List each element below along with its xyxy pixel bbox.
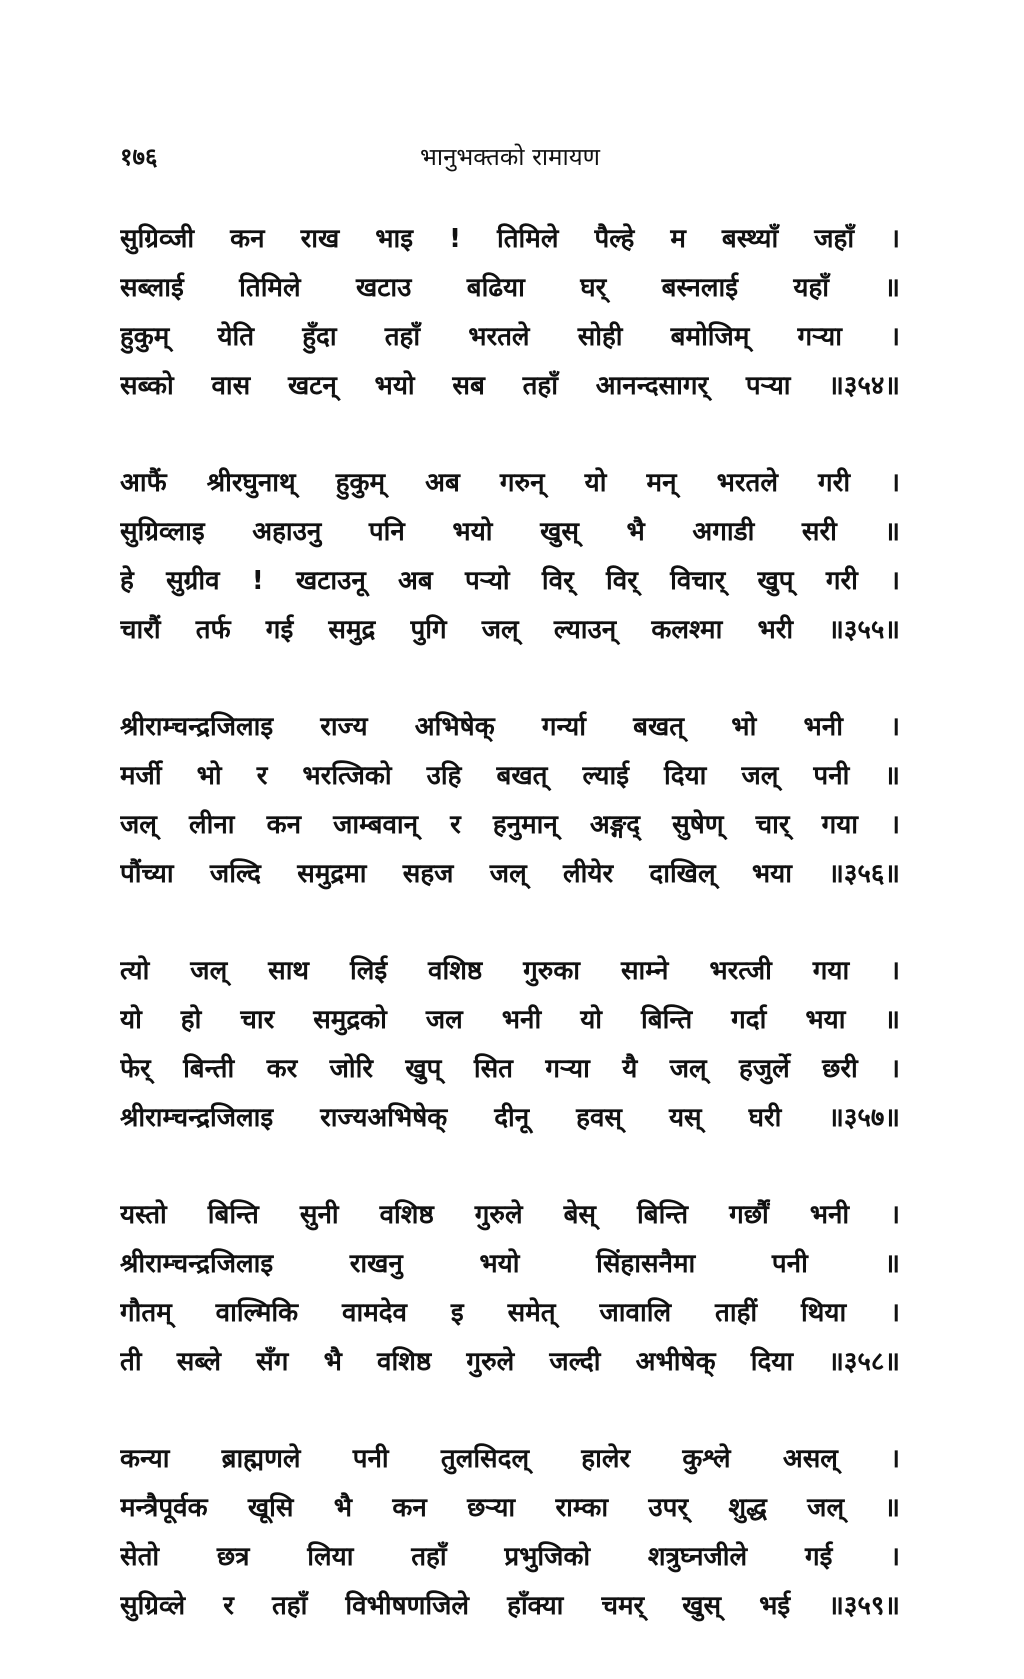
verse-line: आफैं श्रीरघुनाथ् हुकुम् अब गरुन् यो मन् भरतले गरी । [120, 468, 900, 498]
stanza-356 [120, 703, 900, 899]
verse-line: यस्तो बिन्ति सुनी वशिष्ठ गुरुले बेस् बिन्ति गर्छौं भनी । [120, 1200, 900, 1230]
verse-line: सुग्रिव्लाइ अहाउनु पनि भयो खुस् भै अगाडी सरी ॥ [120, 517, 900, 547]
verse-line: श्रीराम्चन्द्रजिलाइ राखनु भयो सिंहासनैमा पनी ॥ [120, 1249, 900, 1279]
verse-line: हे सुग्रीव ! खटाउनू अब पऱ्यो विर् विर् विचार् खुप् गरी । [120, 566, 900, 596]
stanza-355 [120, 459, 900, 655]
verse-line: मर्जी भो र भरत्जिको उहि बखत् ल्याई दिया जल् पनी ॥ [120, 761, 900, 791]
verse-line: श्रीराम्चन्द्रजिलाइ राज्यअभिषेक् दीनू हवस् यस् घरी ॥३५७॥ [120, 1103, 900, 1133]
verse-line: पौंच्या जल्दि समुद्रमा सहज जल् लीयेर दाखिल् भया ॥३५६॥ [120, 859, 900, 889]
stanza-358 [120, 1191, 900, 1387]
stanza-357 [120, 947, 900, 1143]
verse-body [120, 215, 900, 1679]
running-title: भानुभक्तको रामायण [420, 143, 600, 171]
verse-line: हुकुम् येति हुँदा तहाँ भरतले सोही बमोजिम् गऱ्या । [120, 322, 900, 352]
verse-line: चारौं तर्फ गई समुद्र पुगि जल् ल्याउन् कलश्मा भरी ॥३५५॥ [120, 615, 900, 645]
verse-line: सब्को वास खटन् भयो सब तहाँ आनन्दसागर् पऱ्या ॥३५४॥ [120, 371, 900, 401]
verse-line: सब्लाई तिमिले खटाउ बढिया घर् बस्नलाई यहाँ ॥ [120, 273, 900, 303]
verse-line: त्यो जल् साथ लिई वशिष्ठ गुरुका साम्ने भरत्जी गया । [120, 956, 900, 986]
page-number: १७६ [120, 143, 158, 171]
verse-line: जल् लीना कन जाम्बवान् र हनुमान् अङ्गद् सुषेण् चार् गया । [120, 810, 900, 840]
stanza-359 [120, 1435, 900, 1631]
verse-line: यो हो चार समुद्रको जल भनी यो बिन्ति गर्दा भया ॥ [120, 1005, 900, 1035]
verse-line: सेतो छत्र लिया तहाँ प्रभुजिको शत्रुघ्नजीले गई । [120, 1542, 900, 1572]
page-header [120, 140, 900, 180]
verse-line: फेर् बिन्ती कर जोरि खुप् सित गऱ्या यै जल् हजुर्ले छरी । [120, 1054, 900, 1084]
verse-line: कन्या ब्राह्मणले पनी तुलसिदल् हालेर कुश्ले असल् । [120, 1444, 900, 1474]
verse-line: श्रीराम्चन्द्रजिलाइ राज्य अभिषेक् गर्न्या बखत् भो भनी । [120, 712, 900, 742]
verse-line: मन्त्रैपूर्वक खूसि भै कन छऱ्या राम्का उपर् शुद्ध जल् ॥ [120, 1493, 900, 1523]
stanza-354 [120, 215, 900, 411]
verse-line: सुग्रिव्ले र तहाँ विभीषणजिले हाँक्या चमर् खुस् भई ॥३५९॥ [120, 1591, 900, 1621]
verse-line: ती सब्ले सँग भै वशिष्ठ गुरुले जल्दी अभीषेक् दिया ॥३५८॥ [120, 1347, 900, 1377]
verse-line: सुग्रिव्जी कन राख भाइ ! तिमिले पैल्हे म बस्थ्याँ जहाँ । [120, 224, 900, 254]
verse-line: गौतम् वाल्मिकि वामदेव इ समेत् जावालि ताहीं थिया । [120, 1298, 900, 1328]
